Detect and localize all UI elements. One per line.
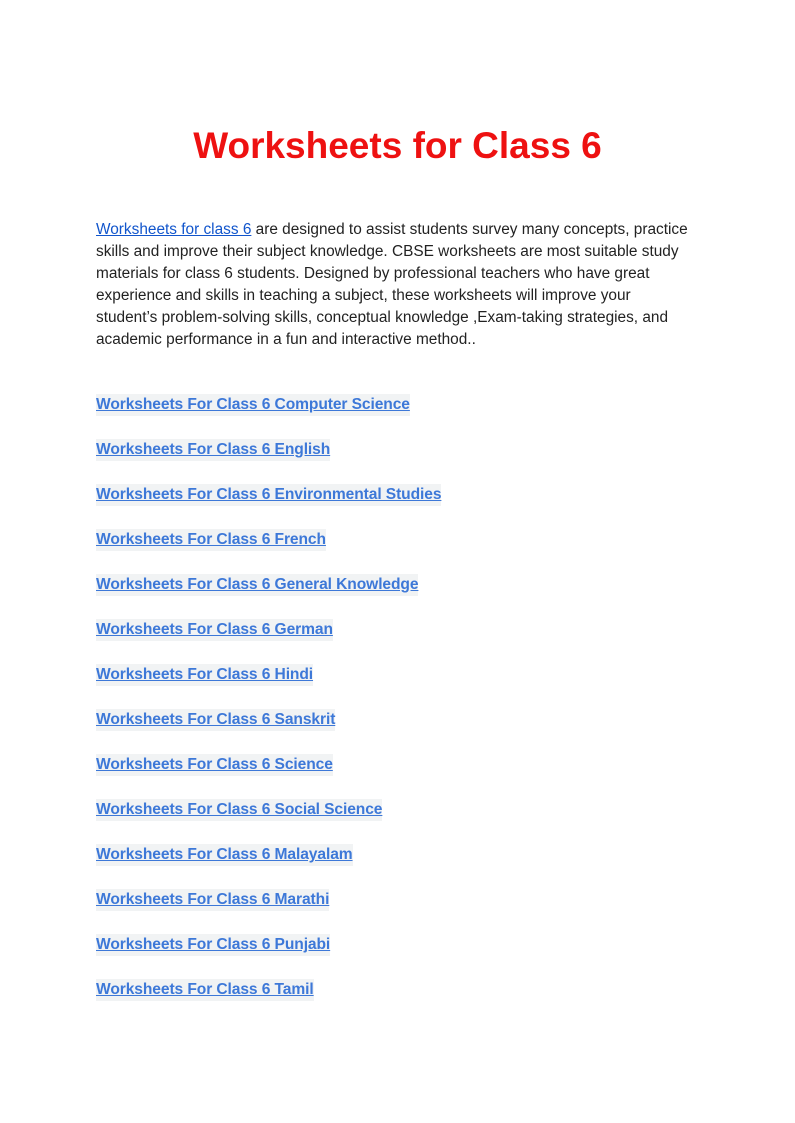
link-sanskrit[interactable]: Worksheets For Class 6 Sanskrit: [96, 709, 335, 731]
list-item: [96, 844, 441, 889]
list-item: [96, 439, 441, 484]
link-punjabi[interactable]: Worksheets For Class 6 Punjabi: [96, 934, 330, 956]
link-tamil[interactable]: Worksheets For Class 6 Tamil: [96, 979, 314, 1001]
link-french[interactable]: Worksheets For Class 6 French: [96, 529, 326, 551]
intro-paragraph: [96, 219, 696, 351]
list-item: [96, 934, 441, 979]
list-item: [96, 529, 441, 574]
link-hindi[interactable]: Worksheets For Class 6 Hindi: [96, 664, 313, 686]
list-item: [96, 979, 441, 1024]
list-item: [96, 889, 441, 934]
page-title: Worksheets for Class 6: [193, 125, 602, 166]
intro-link-worksheets-class-6[interactable]: Worksheets for class 6: [96, 221, 252, 238]
list-item: [96, 709, 441, 754]
intro-body-text: are designed to assist students survey many concepts, practice skills and improve their subject knowledge. CBSE worksheets are most suitable study materials for class 6 students. Designed by professional teachers who have great experience and skills in teaching a subject, these worksheets will improve your student’s problem-solving skills, conceptual knowledge ,Exam-taking strategies, and academic performance in a fun and interactive method..: [96, 221, 688, 348]
list-item: [96, 484, 441, 529]
link-science[interactable]: Worksheets For Class 6 Science: [96, 754, 333, 776]
subject-links-list: [96, 394, 441, 1024]
list-item: [96, 664, 441, 709]
list-item: [96, 799, 441, 844]
link-environmental-studies[interactable]: Worksheets For Class 6 Environmental Studies: [96, 484, 441, 506]
link-german[interactable]: Worksheets For Class 6 German: [96, 619, 333, 641]
list-item: [96, 574, 441, 619]
link-malayalam[interactable]: Worksheets For Class 6 Malayalam: [96, 844, 353, 866]
link-general-knowledge[interactable]: Worksheets For Class 6 General Knowledge: [96, 574, 418, 596]
list-item: [96, 394, 441, 439]
list-item: [96, 754, 441, 799]
link-computer-science[interactable]: Worksheets For Class 6 Computer Science: [96, 394, 410, 416]
link-social-science[interactable]: Worksheets For Class 6 Social Science: [96, 799, 382, 821]
link-english[interactable]: Worksheets For Class 6 English: [96, 439, 330, 461]
link-marathi[interactable]: Worksheets For Class 6 Marathi: [96, 889, 329, 911]
list-item: [96, 619, 441, 664]
